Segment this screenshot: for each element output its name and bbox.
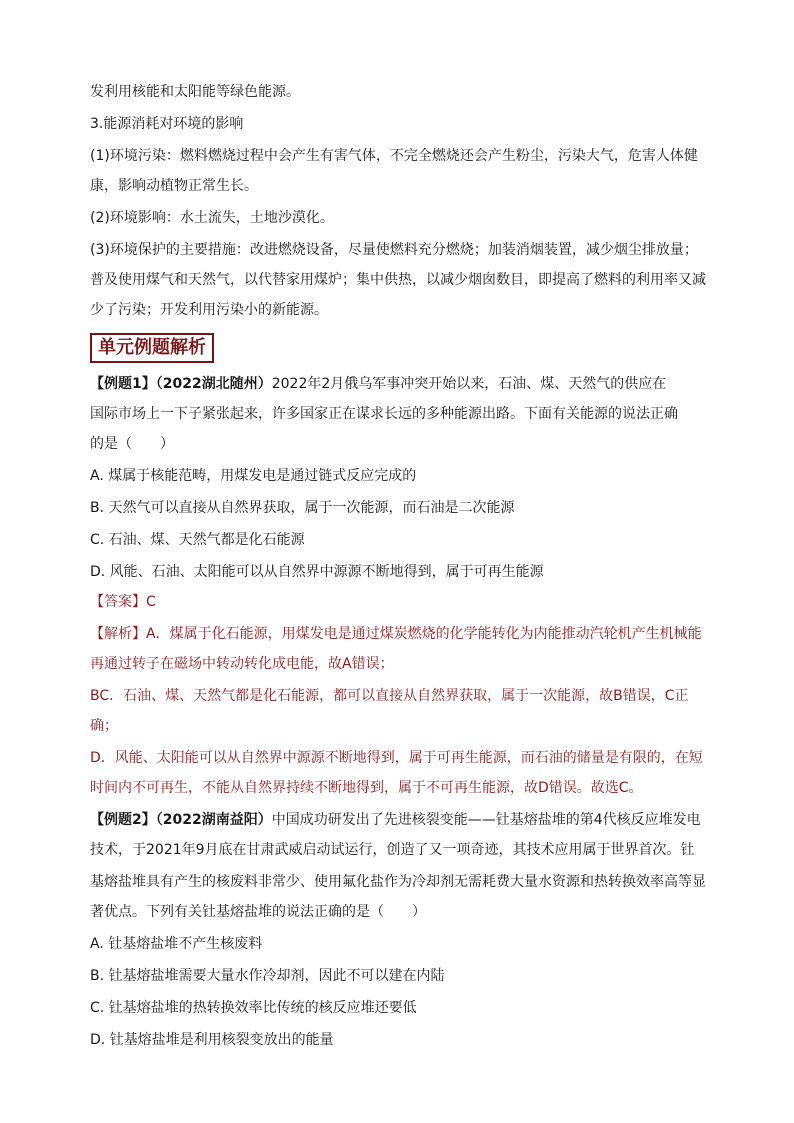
heading-environment-impact: 3.能源消耗对环境的影响: [90, 116, 244, 132]
example2-stem-line: 技术，于2021年9月底在甘肃武威启动试运行，创造了又一项奇迹，其技术应用属于世界首次。钍: [90, 842, 695, 858]
example2-stem-line: 著优点。下列有关钍基熔盐堆的说法正确的是（ ）: [90, 904, 426, 920]
example1-option-a: A. 煤属于核能范畴，用煤发电是通过链式反应完成的: [90, 468, 417, 484]
example1-stem-line: 国际市场上一下子紧张起来，许多国家正在谋求长远的多种能源出路。下面有关能源的说法正确: [90, 406, 678, 422]
example1-analysis-line: 【解析】A．煤属于化石能源，用煤发电是通过煤炭燃烧的化学能转化为内能推动汽轮机产生机械能: [90, 626, 702, 642]
example1-analysis-line: 再通过转子在磁场中转动转化成电能，故A错误；: [90, 656, 394, 672]
example1-analysis-line: D．风能、太阳能可以从自然界中源源不断地得到，属于可再生能源，而石油的储量是有限的，在短: [90, 750, 703, 766]
text-line: 康，影响动植物正常生长。: [90, 178, 258, 194]
example2-option-d: D. 钍基熔盐堆是利用核裂变放出的能量: [90, 1032, 334, 1048]
example2-stem-text: 中国成功研发出了先进核裂变能——钍基熔盐堆的第4代核反应堆发电: [271, 812, 701, 828]
example1-source: （2022湖北随州）: [155, 376, 272, 392]
example2-option-b: B. 钍基熔盐堆需要大量水作冷却剂，因此不可以建在内陆: [90, 968, 445, 984]
section-title: 单元例题解析: [90, 333, 214, 363]
text-line: (2)环境影响：水土流失，土地沙漠化。: [90, 210, 334, 226]
example1-option-b: B. 天然气可以直接从自然界获取，属于一次能源，而石油是二次能源: [90, 500, 515, 516]
example1-option-c: C. 石油、煤、天然气都是化石能源: [90, 532, 305, 548]
example1-analysis-line: BC．石油、煤、天然气都是化石能源，都可以直接从自然界获取，属于一次能源，故B错误，C正: [90, 688, 689, 704]
example1-stem-line1: [90, 374, 666, 394]
example1-stem-text: 2022年2月俄乌军事冲突开始以来，石油、煤、天然气的供应在: [271, 376, 667, 392]
example1-stem-line: 的是（ ）: [90, 436, 174, 452]
example2-stem-line: 基熔盐堆具有产生的核废料非常少、使用氟化盐作为冷却剂无需耗费大量水资源和热转换效率高等显: [90, 874, 706, 890]
example1-analysis-line: 确；: [90, 718, 118, 734]
example2-option-a: A. 钍基熔盐堆不产生核废料: [90, 936, 263, 952]
example1-answer: 【答案】C: [90, 594, 156, 610]
text-line: (3)环境保护的主要措施：改进燃烧设备，尽量使燃料充分燃烧；加装消烟装置，减少烟尘排放量；: [90, 242, 698, 258]
example2-tag: 【例题2】: [90, 812, 156, 828]
example1-option-d: D. 风能、石油、太阳能可以从自然界中源源不断地得到，属于可再生能源: [90, 564, 544, 580]
example2-source: （2022湖南益阳）: [155, 812, 272, 828]
text-line: 发利用核能和太阳能等绿色能源。: [90, 84, 300, 100]
text-line: (1)环境污染：燃料燃烧过程中会产生有害气体，不完全燃烧还会产生粉尘，污染大气，危害人体健: [90, 148, 698, 164]
text-line: 普及使用煤气和天然气，以代替家用煤炉；集中供热，以减少烟囱数目，即提高了燃料的利用率又减: [90, 272, 706, 288]
example1-tag: 【例题1】: [90, 376, 156, 392]
example2-option-c: C. 钍基熔盐堆的热转换效率比传统的核反应堆还要低: [90, 1000, 417, 1016]
example1-analysis-line: 时间内不可再生，不能从自然界持续不断地得到，属于不可再生能源，故D错误。故选C。: [90, 780, 643, 796]
text-line: 少了污染；开发利用污染小的新能源。: [90, 302, 328, 318]
example2-stem-line1: [90, 810, 701, 830]
